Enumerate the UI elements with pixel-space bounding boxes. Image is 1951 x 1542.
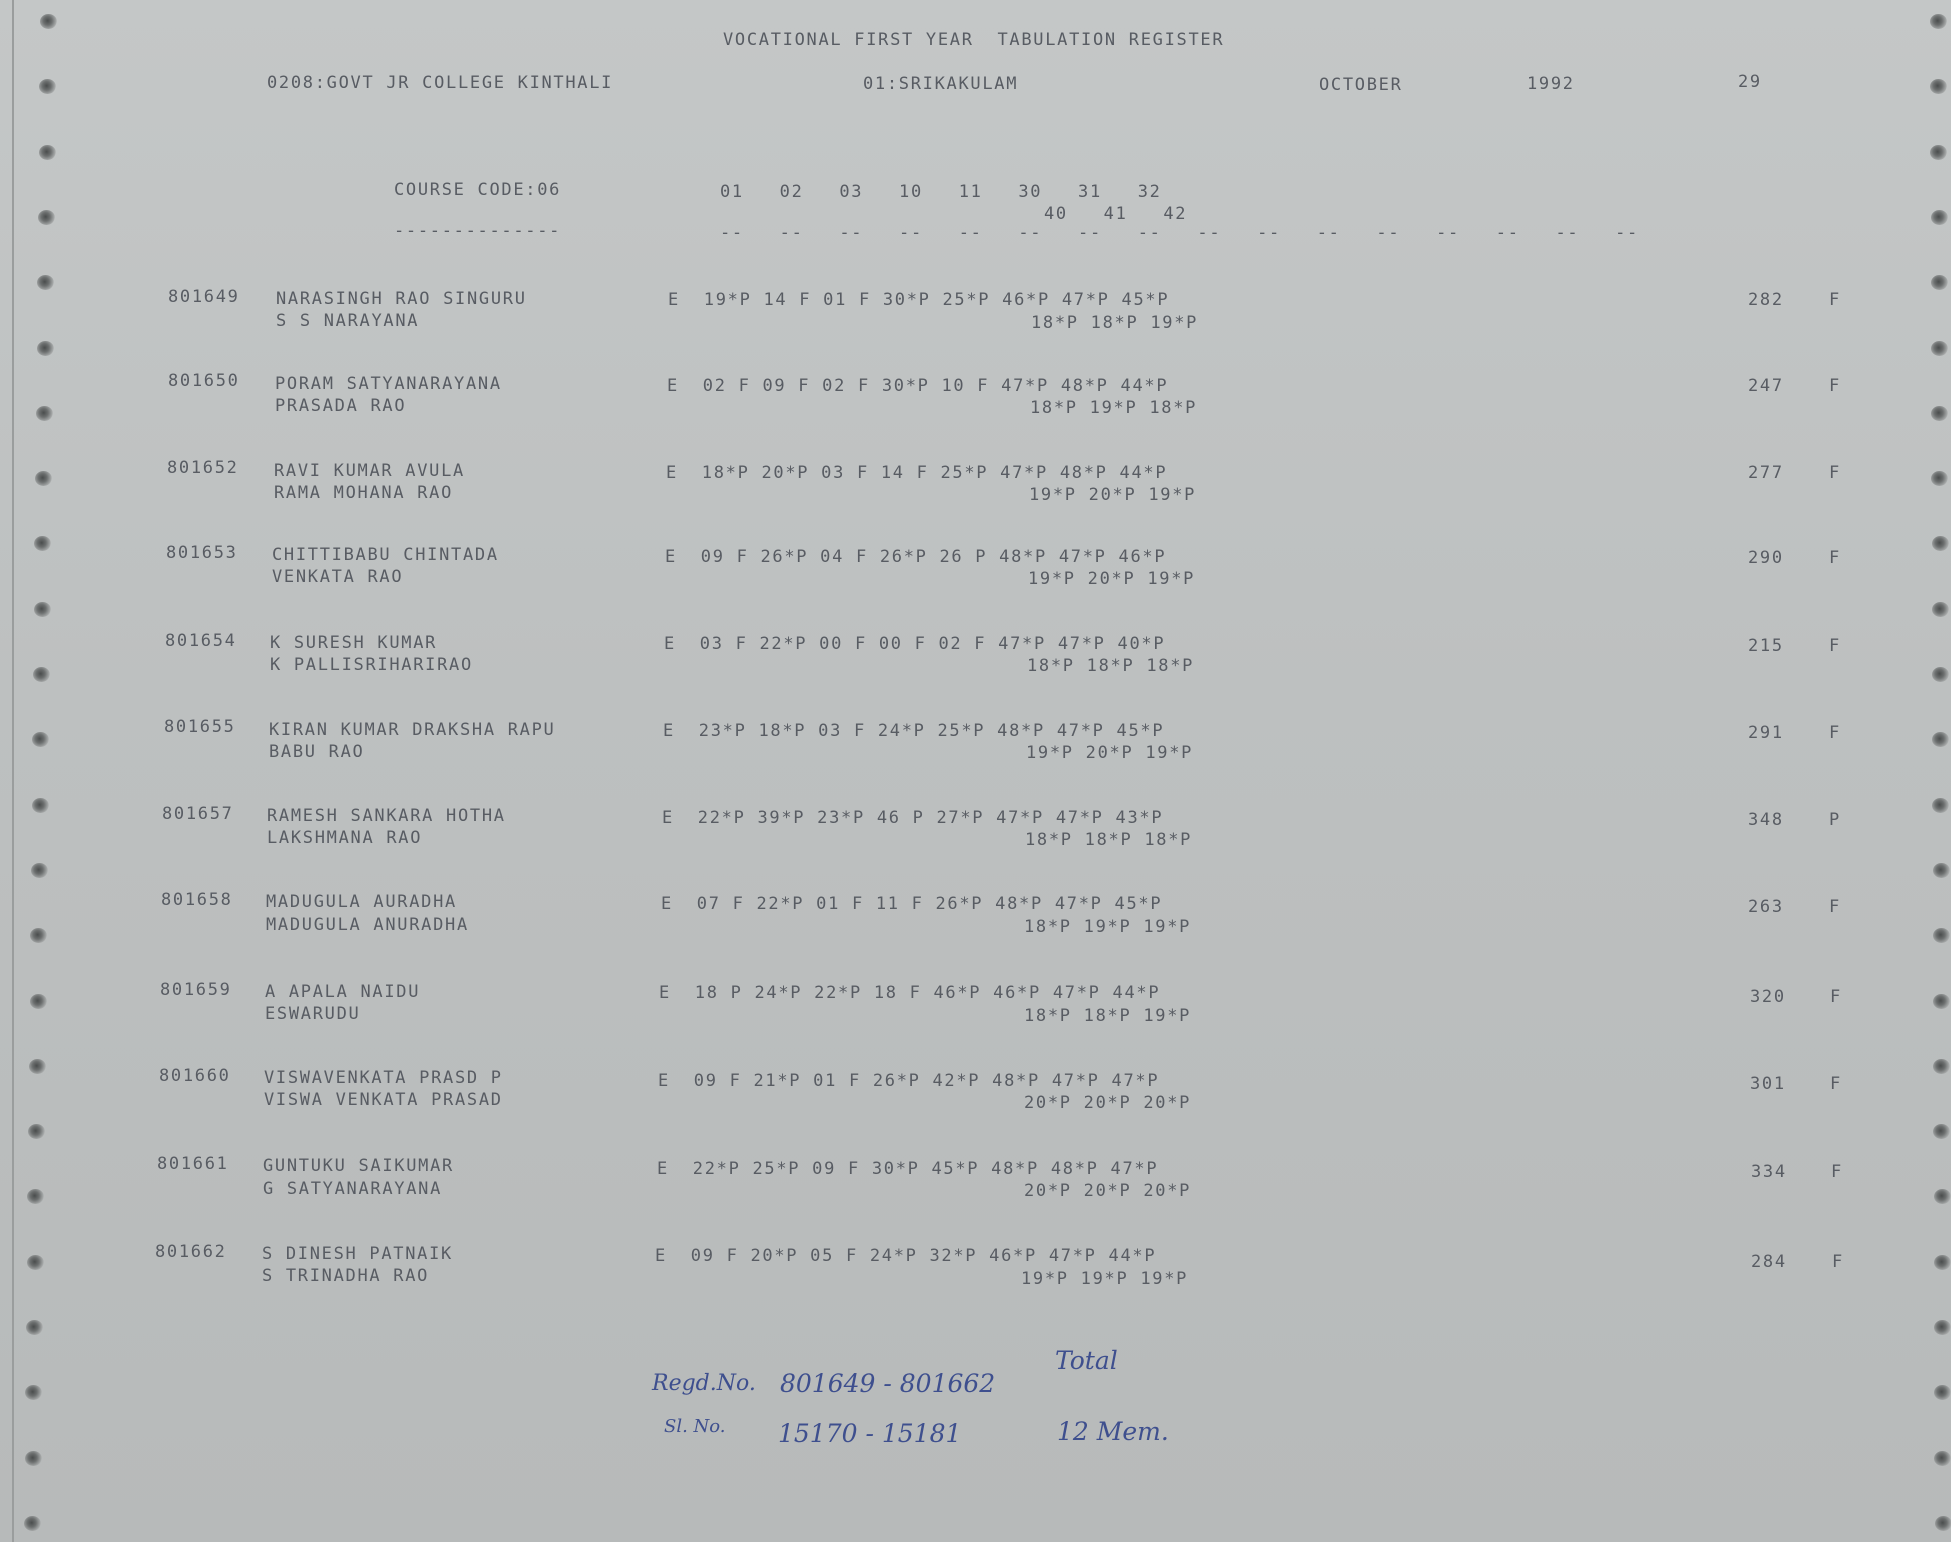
reg-no-range: 801649 - 801662 [780,1369,996,1398]
result: F [1829,376,1841,396]
father-name: S S NARAYANA [276,311,420,331]
marks-line2: 19*P 19*P 19*P [1021,1269,1189,1289]
father-name: LAKSHMANA RAO [267,828,423,848]
exam-month: OCTOBER [1319,75,1403,95]
father-name: RAMA MOHANA RAO [274,483,454,503]
father-name: VISWA VENKATA PRASAD [264,1090,503,1110]
father-name: K PALLISRIHARIRAO [270,655,473,675]
total-marks: 291 [1748,723,1784,743]
total-label: Total [1055,1346,1118,1375]
total-marks: 263 [1748,897,1784,917]
student-name: S DINESH PATNAIK [262,1244,453,1264]
total-members: 12 Mem. [1057,1417,1169,1446]
right-feed-holes [1918,0,1951,1542]
feed-hole [26,1320,43,1335]
father-name: VENKATA RAO [272,567,404,587]
feed-hole [1930,145,1947,160]
feed-hole [31,863,48,878]
marks-line1: E 02 F 09 F 02 F 30*P 10 F 47*P 48*P 44*P [667,376,1169,396]
total-marks: 284 [1751,1252,1787,1272]
total-marks: 301 [1750,1074,1786,1094]
marks-line1: E 22*P 25*P 09 F 30*P 45*P 48*P 48*P 47*P [657,1159,1159,1179]
result: F [1829,897,1841,917]
feed-hole [36,406,53,421]
marks-line2: 20*P 20*P 20*P [1024,1093,1192,1113]
feed-hole [37,275,54,290]
father-name: PRASADA RAO [275,396,407,416]
register-title: VOCATIONAL FIRST YEAR TABULATION REGISTER [723,30,1225,50]
feed-hole [1932,732,1949,747]
feed-hole [1935,1516,1951,1531]
reg-number: 801657 [162,804,234,824]
feed-hole [34,602,51,617]
feed-hole [1934,1385,1951,1400]
feed-hole [32,732,49,747]
feed-hole [29,1059,46,1074]
feed-hole [40,14,57,29]
feed-hole [34,536,51,551]
feed-hole [1931,275,1948,290]
father-name: BABU RAO [269,742,365,762]
result: F [1829,463,1841,483]
feed-hole [27,1255,44,1270]
feed-hole [1934,1189,1951,1204]
student-name: VISWAVENKATA PRASD P [264,1068,503,1088]
reg-number: 801654 [165,631,237,651]
reg-number: 801653 [166,543,238,563]
feed-hole [1933,863,1950,878]
marks-line1: E 18 P 24*P 22*P 18 F 46*P 46*P 47*P 44*P [659,983,1161,1003]
feed-hole [39,145,56,160]
reg-number: 801660 [159,1066,231,1086]
feed-hole [1933,994,1950,1009]
marks-line2: 18*P 18*P 19*P [1024,1006,1192,1026]
feed-hole [30,994,47,1009]
sl-no-range: 15170 - 15181 [778,1419,962,1448]
total-marks: 290 [1748,548,1784,568]
marks-line1: E 07 F 22*P 01 F 11 F 26*P 48*P 47*P 45*P [661,894,1163,914]
student-name: RAMESH SANKARA HOTHA [267,806,506,826]
course-code: COURSE CODE:06 [394,180,562,200]
feed-hole [1931,341,1948,356]
feed-hole [1931,471,1948,486]
result: F [1831,1162,1843,1182]
marks-line1: E 22*P 39*P 23*P 46 P 27*P 47*P 47*P 43*P [662,808,1164,828]
page-number: 29 [1738,72,1762,92]
feed-hole [30,928,47,943]
sl-no-label: Sl. No. [664,1416,726,1437]
result: P [1829,810,1841,830]
total-marks: 334 [1751,1162,1787,1182]
father-name: S TRINADHA RAO [262,1266,430,1286]
marks-line2: 18*P 19*P 18*P [1030,398,1198,418]
subject-codes-row2: 40 41 42 [1044,204,1188,224]
feed-hole [1932,602,1949,617]
feed-hole [1930,14,1947,29]
marks-line1: E 09 F 20*P 05 F 24*P 32*P 46*P 47*P 44*P [655,1246,1157,1266]
left-feed-holes [18,0,58,1542]
feed-hole [32,798,49,813]
feed-hole [1934,1320,1951,1335]
feed-hole [1930,79,1947,94]
student-name: MADUGULA AURADHA [266,892,457,912]
marks-line1: E 18*P 20*P 03 F 14 F 25*P 47*P 48*P 44*P [666,463,1168,483]
feed-hole [27,1189,44,1204]
result: F [1829,723,1841,743]
college-name: 0208:GOVT JR COLLEGE KINTHALI [267,73,614,93]
feed-hole [1933,1059,1950,1074]
reg-number: 801661 [157,1154,229,1174]
marks-line1: E 19*P 14 F 01 F 30*P 25*P 46*P 47*P 45*P [668,290,1170,310]
feed-hole [1933,928,1950,943]
feed-hole [1933,1124,1950,1139]
feed-hole [1932,667,1949,682]
feed-hole [1934,1451,1951,1466]
feed-hole [1932,798,1949,813]
result: F [1829,636,1841,656]
feed-hole [38,210,55,225]
feed-hole [35,471,52,486]
feed-hole [1931,406,1948,421]
student-name: GUNTUKU SAIKUMAR [263,1156,454,1176]
result: F [1830,1074,1842,1094]
reg-number: 801652 [167,458,239,478]
left-fold-line [12,0,14,1542]
result: F [1829,290,1841,310]
subject-codes-row1: 01 02 03 10 11 30 31 32 [720,182,1162,202]
total-marks: 282 [1748,290,1784,310]
feed-hole [25,1385,42,1400]
reg-number: 801655 [164,717,236,737]
reg-no-label: Regd.No. [652,1371,756,1396]
marks-line1: E 03 F 22*P 00 F 00 F 02 F 47*P 47*P 40*P [664,634,1166,654]
column-dashes: -- -- -- -- -- -- -- -- -- -- -- -- -- -- -- -- [720,223,1639,243]
feed-hole [28,1124,45,1139]
marks-line1: E 09 F 26*P 04 F 26*P 26 P 48*P 47*P 46*P [665,547,1167,567]
total-marks: 247 [1748,376,1784,396]
exam-year: 1992 [1527,74,1575,94]
student-name: PORAM SATYANARAYANA [275,374,502,394]
student-name: KIRAN KUMAR DRAKSHA RAPU [269,720,556,740]
feed-hole [39,79,56,94]
feed-hole [25,1451,42,1466]
total-marks: 277 [1748,463,1784,483]
feed-hole [1931,210,1948,225]
total-marks: 348 [1748,810,1784,830]
total-marks: 320 [1750,987,1786,1007]
marks-line2: 18*P 18*P 19*P [1031,313,1199,333]
reg-number: 801659 [160,980,232,1000]
result: F [1832,1252,1844,1272]
marks-line1: E 23*P 18*P 03 F 24*P 25*P 48*P 47*P 45*P [663,721,1165,741]
result: F [1830,987,1842,1007]
feed-hole [1932,536,1949,551]
marks-line2: 20*P 20*P 20*P [1024,1181,1192,1201]
feed-hole [33,667,50,682]
total-marks: 215 [1748,636,1784,656]
result: F [1829,548,1841,568]
feed-hole [1934,1255,1951,1270]
father-name: G SATYANARAYANA [263,1179,443,1199]
district-name: 01:SRIKAKULAM [863,74,1019,94]
feed-hole [37,341,54,356]
student-name: RAVI KUMAR AVULA [274,461,465,481]
reg-number: 801649 [168,287,240,307]
marks-line2: 19*P 20*P 19*P [1028,569,1196,589]
marks-line2: 18*P 18*P 18*P [1027,656,1195,676]
marks-line2: 19*P 20*P 19*P [1029,485,1197,505]
course-code-underline: -------------- [394,221,562,241]
marks-line2: 18*P 19*P 19*P [1024,917,1192,937]
marks-line2: 19*P 20*P 19*P [1026,743,1194,763]
student-name: CHITTIBABU CHINTADA [272,545,499,565]
marks-line2: 18*P 18*P 18*P [1025,830,1193,850]
student-name: A APALA NAIDU [265,982,421,1002]
reg-number: 801658 [161,890,233,910]
father-name: MADUGULA ANURADHA [266,915,469,935]
student-name: K SURESH KUMAR [270,633,438,653]
reg-number: 801650 [168,371,240,391]
feed-hole [24,1516,41,1531]
reg-number: 801662 [155,1242,227,1262]
father-name: ESWARUDU [265,1004,361,1024]
marks-line1: E 09 F 21*P 01 F 26*P 42*P 48*P 47*P 47*P [658,1071,1160,1091]
student-name: NARASINGH RAO SINGURU [276,289,527,309]
